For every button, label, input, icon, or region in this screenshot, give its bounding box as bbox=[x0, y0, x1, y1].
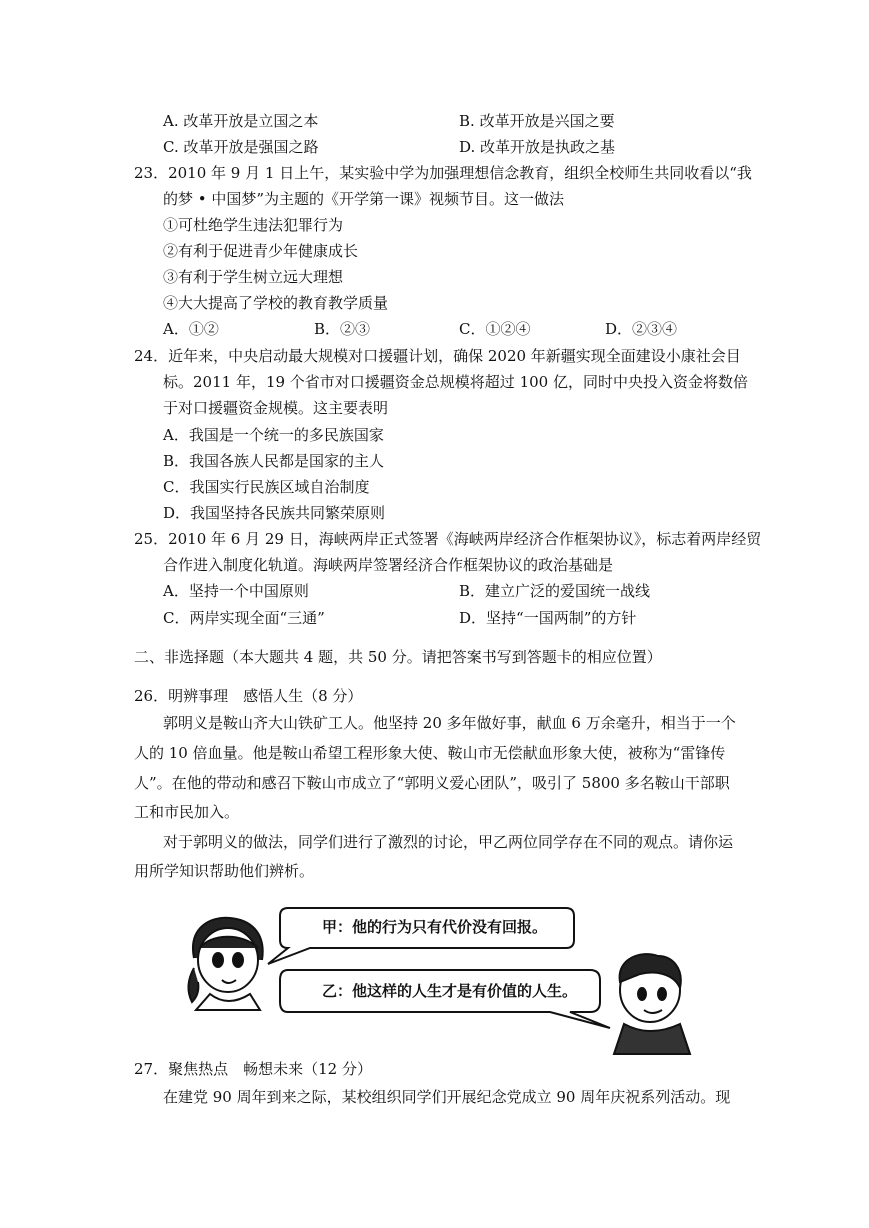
q26-para1-line2: 人的 10 倍血量。他是鞍山希望工程形象大使、鞍山市无偿献血形象大使，被称为“雷锋传 bbox=[134, 744, 726, 762]
bubble1-text: 甲：他的行为只有代价没有回报。 bbox=[322, 918, 548, 936]
section2-title: 二、非选择题（本大题共 4 题，共 50 分。请把答案书写到答题卡的相应位置） bbox=[134, 648, 662, 666]
bubble2-text: 乙：他这样的人生才是有价值的人生。 bbox=[322, 982, 578, 1000]
q23-item-2: ②有利于促进青少年健康成长 bbox=[163, 242, 359, 260]
q22-option-c: C. 改革开放是强国之路 bbox=[163, 138, 319, 156]
q24-stem-line1: 24．近年来，中央启动最大规模对口援疆计划，确保 2020 年新疆实现全面建设小康社会目 bbox=[134, 347, 741, 365]
girl-figure bbox=[188, 918, 262, 1010]
q25-stem-line1: 25．2010 年 6 月 29 日，海峡两岸正式签署《海峡两岸经济合作框架协议》，标志着两岸经贸 bbox=[134, 530, 762, 548]
q22-option-a: A. 改革开放是立国之本 bbox=[163, 112, 319, 130]
q24-option-c: C．我国实行民族区域自治制度 bbox=[163, 478, 370, 496]
q26-para1-line3: 人”。在他的带动和感召下鞍山市成立了“郭明义爱心团队”，吸引了 5800 多名鞍山干部职 bbox=[134, 774, 730, 792]
q23-option-a: A．①② bbox=[163, 320, 219, 338]
q27-title: 27．聚焦热点 畅想未来（12 分） bbox=[134, 1060, 372, 1078]
q25-stem-line2: 合作进入制度化轨道。海峡两岸签署经济合作框架协议的政治基础是 bbox=[163, 556, 614, 574]
q26-para1-line4: 工和市民加入。 bbox=[134, 803, 240, 821]
q26-title: 26．明辨事理 感悟人生（8 分） bbox=[134, 687, 363, 705]
boy-figure bbox=[614, 954, 690, 1054]
q25-option-a: A．坚持一个中国原则 bbox=[163, 582, 309, 600]
q23-stem-line1: 23．2010 年 9 月 1 日上午，某实验中学为加强理想信念教育，组织全校师生共同收看以“我 bbox=[134, 164, 752, 182]
q26-para2-line2: 用所学知识帮助他们辨析。 bbox=[134, 862, 315, 880]
q23-item-4: ④大大提高了学校的教育教学质量 bbox=[163, 294, 389, 312]
q24-option-b: B．我国各族人民都是国家的主人 bbox=[163, 452, 385, 470]
q25-option-b: B．建立广泛的爱国统一战线 bbox=[459, 582, 651, 600]
q23-item-1: ①可杜绝学生违法犯罪行为 bbox=[163, 216, 344, 234]
q26-para2-line1: 对于郭明义的做法，同学们进行了激烈的讨论，甲乙两位同学存在不同的观点。请你运 bbox=[163, 833, 734, 851]
q24-option-d: D．我国坚持各民族共同繁荣原则 bbox=[163, 504, 386, 522]
q23-option-b: B．②③ bbox=[314, 320, 371, 338]
q23-option-d: D．②③④ bbox=[605, 320, 678, 338]
q22-option-d: D. 改革开放是执政之基 bbox=[459, 138, 616, 156]
q24-stem-line2: 标。2011 年，19 个省市对口援疆资金总规模将超过 100 亿，同时中央投入资金将数倍 bbox=[163, 373, 748, 391]
q24-option-a: A．我国是一个统一的多民族国家 bbox=[163, 426, 384, 444]
q23-option-c: C．①②④ bbox=[459, 320, 531, 338]
q27-para1: 在建党 90 周年到来之际，某校组织同学们开展纪念党成立 90 周年庆祝系列活动。现 bbox=[163, 1088, 731, 1106]
q23-item-3: ③有利于学生树立远大理想 bbox=[163, 268, 344, 286]
q26-para1-line1: 郭明义是鞍山齐大山铁矿工人。他坚持 20 多年做好事，献血 6 万余毫升，相当于一个 bbox=[163, 714, 736, 732]
q24-stem-line3: 于对口援疆资金规模。这主要表明 bbox=[163, 399, 389, 417]
q25-option-d: D．坚持“一国两制”的方针 bbox=[459, 609, 637, 627]
q23-stem-line2: 的梦 • 中国梦”为主题的《开学第一课》视频节目。这一做法 bbox=[163, 190, 565, 208]
q25-option-c: C．两岸实现全面“三通” bbox=[163, 609, 325, 627]
q22-option-b: B. 改革开放是兴国之要 bbox=[459, 112, 615, 130]
